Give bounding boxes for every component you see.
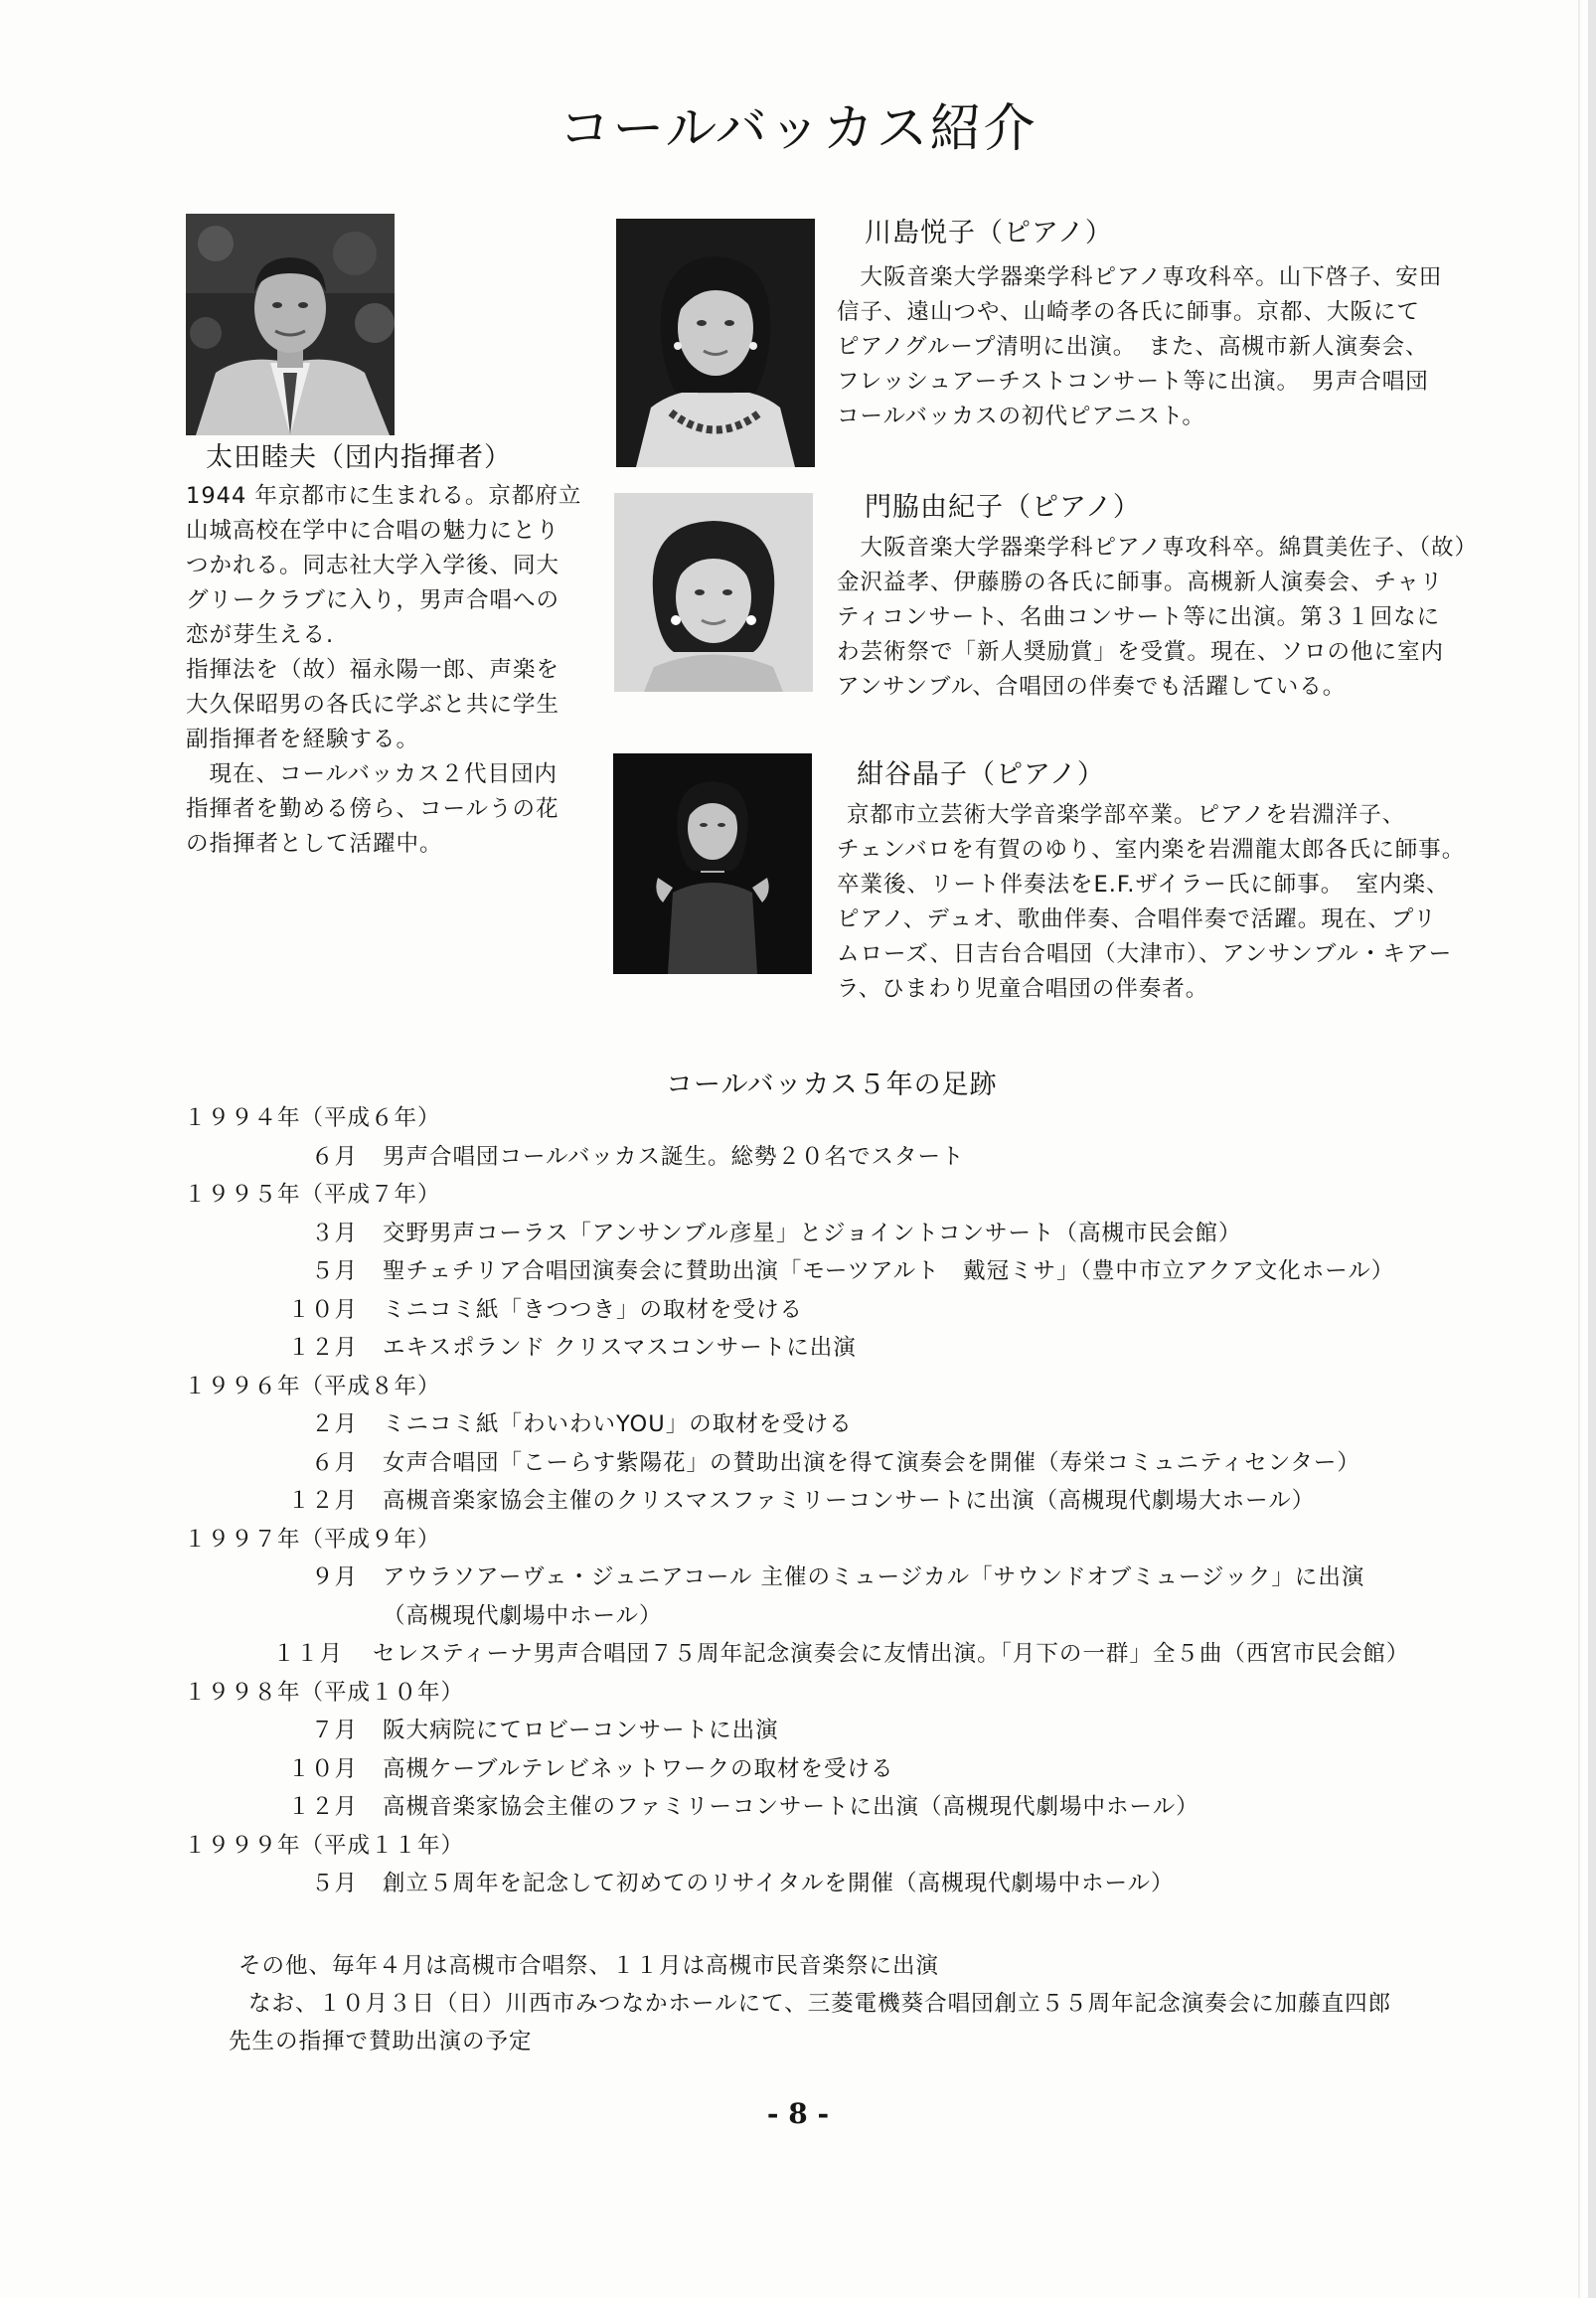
history-year-row: [184, 1827, 1555, 1866]
member-name-kontani: 紺谷晶子（ピアノ）: [857, 759, 1105, 790]
page-edge-line: [1578, 0, 1580, 2298]
member-bio-ota: [186, 479, 581, 862]
bio-line: 金沢益孝、伊藤勝の各氏に師事。高槻新人演奏会、チャリ: [837, 570, 1444, 595]
bio-line: 信子、遠山つや、山崎孝の各氏に師事。京都、大阪にて: [837, 299, 1421, 325]
history-event: 聖チェチリア合唱団演奏会に賛助出演「モーツアルト 戴冠ミサ」（豊中市立アクア文化ホール）: [383, 1258, 1395, 1284]
history-event-row: [184, 1138, 1555, 1177]
history-month: ９月: [310, 1564, 358, 1590]
bio-line: ムローズ、日吉台合唱団（大津市）、アンサンブル・キアー: [837, 941, 1453, 967]
page-number: - 8 -: [766, 2097, 830, 2130]
history-event: エキスポランド クリスマスコンサートに出演: [383, 1335, 857, 1361]
history-month: １１月: [272, 1641, 343, 1667]
history-event: 高槻ケーブルテレビネットワークの取材を受ける: [383, 1755, 894, 1782]
bio-line: ラ、ひまわり児童合唱団の伴奏者。: [837, 976, 1209, 1002]
bio-line: 大久保昭男の各氏に学ぶと共に学生: [186, 692, 560, 718]
history-event: （高槻現代劇場中ホール）: [383, 1602, 663, 1629]
history-event: 阪大病院にてロビーコンサートに出演: [383, 1718, 779, 1743]
history-event-row: [184, 1482, 1555, 1521]
history-year: １９９５年（平成７年）: [184, 1182, 441, 1208]
bio-line: 大阪音楽大学器楽学科ピアノ専攻科卒。綿貫美佐子、（故）: [837, 535, 1478, 561]
history-month: １２月: [287, 1335, 358, 1361]
history-event: 高槻音楽家協会主催のクリスマスファミリーコンサートに出演（高槻現代劇場大ホール）: [383, 1488, 1316, 1514]
photo-ota: [186, 214, 395, 435]
history-month: ７月: [310, 1718, 358, 1743]
history-event-row: [184, 1635, 1555, 1674]
history-event: ミニコミ紙「きつつき」の取材を受ける: [383, 1296, 804, 1323]
history-event-row: [184, 1788, 1555, 1827]
note-line: なお、１０月３日（日）川西市みつなかホールにて、三菱電機葵合唱団創立５５周年記念演奏会に加藤直四郎: [248, 1991, 1392, 2017]
member-bio-kontani: [837, 798, 1466, 1007]
photo-kawashima: [616, 219, 815, 467]
history-year-row: [184, 1674, 1555, 1713]
bio-line: 現在、コールバッカス２代目団内: [186, 761, 558, 787]
bio-line: グリークラブに入り，男声合唱への: [186, 587, 560, 613]
history-year: １９９９年（平成１１年）: [184, 1832, 465, 1859]
history-month: １０月: [287, 1755, 358, 1782]
history-event: 交野男声コーラス「アンサンブル彦星」とジョイントコンサート（高槻市民会館）: [383, 1220, 1242, 1246]
history-event: 女声合唱団「こーらす紫陽花」の賛助出演を得て演奏会を開催（寿栄コミュニティセンター）: [383, 1449, 1360, 1476]
history-month: １２月: [287, 1794, 358, 1820]
member-name-ota: 太田睦夫（団内指揮者）: [206, 442, 512, 473]
bio-line: アンサンブル、合唱団の伴奏でも活躍している。: [837, 674, 1347, 700]
bio-line: ピアノ、デュオ、歌曲伴奏、合唱伴奏で活躍。現在、プリ: [837, 906, 1437, 932]
history-event: 高槻音楽家協会主催のファミリーコンサートに出演（高槻現代劇場中ホール）: [383, 1794, 1199, 1820]
history-event-row: [184, 1215, 1555, 1253]
bio-line: ティコンサート、名曲コンサート等に出演。第３１回なに: [837, 604, 1441, 630]
bio-line: わ芸術祭で「新人奨励賞」を受賞。現在、ソロの他に室内: [837, 639, 1445, 665]
history-month: ２月: [310, 1411, 358, 1437]
notes: [229, 1947, 1392, 2060]
history-event-row: [184, 1252, 1555, 1291]
page-title: コールバッカス紹介: [559, 99, 1037, 159]
bio-line: の指揮者として活躍中。: [186, 831, 443, 857]
bio-line: 恋が芽生える.: [186, 622, 335, 648]
history-month: ３月: [310, 1220, 358, 1246]
bio-line: フレッシュアーチストコンサート等に出演。 男声合唱団: [837, 369, 1429, 395]
history-event-row: [184, 1865, 1555, 1903]
member-bio-kadowaki: [837, 531, 1478, 705]
history-month: ５月: [310, 1258, 358, 1284]
bio-line: 副指揮者を経験する。: [186, 727, 420, 752]
history-title: コールバッカス５年の足跡: [666, 1069, 998, 1100]
history-event: 創立５周年を記念して初めてのリサイタルを開催（高槻現代劇場中ホール）: [383, 1871, 1175, 1896]
page-edge-shadow: [1588, 0, 1596, 2298]
history-year: １９９７年（平成９年）: [184, 1526, 441, 1553]
photo-kadowaki: [614, 493, 813, 692]
bio-line: 京都市立芸術大学音楽学部卒業。ピアノを岩淵洋子、: [847, 802, 1406, 828]
bio-line: 卒業後、リート伴奏法をE.F.ザイラー氏に師事。 室内楽、: [837, 872, 1450, 898]
history-year: １９９６年（平成８年）: [184, 1373, 441, 1399]
history-month: ５月: [310, 1871, 358, 1896]
history-event-row: [184, 1329, 1555, 1368]
history-month: １０月: [287, 1296, 358, 1323]
note-line: 先生の指揮で賛助出演の予定: [229, 2029, 533, 2054]
history-event-row: [184, 1750, 1555, 1789]
bio-line: コールバッカスの初代ピアニスト。: [837, 404, 1205, 429]
history-year-row: [184, 1099, 1555, 1138]
photo-kontani: [613, 753, 812, 974]
note-line: その他、毎年４月は高槻市合唱祭、１１月は高槻市民音楽祭に出演: [239, 1953, 940, 1979]
bio-line: ピアノグループ清明に出演。 また、高槻市新人演奏会、: [837, 334, 1429, 360]
history-year-row: [184, 1176, 1555, 1215]
history-list: [184, 1099, 1555, 1903]
history-event-row: [184, 1597, 1555, 1636]
history-year: １９９４年（平成６年）: [184, 1105, 441, 1131]
history-event: セレスティーナ男声合唱団７５周年記念演奏会に友情出演。「月下の一群」全５曲（西宮市民会館）: [373, 1641, 1410, 1667]
history-event: ミニコミ紙「わいわいYOU」の取材を受ける: [383, 1411, 853, 1437]
bio-line: チェンバロを有賀のゆり、室内楽を岩淵龍太郎各氏に師事。: [837, 837, 1466, 863]
member-name-kadowaki: 門脇由紀子（ピアノ）: [865, 492, 1141, 523]
history-event: アウラソアーヴェ・ジュニアコール 主催のミュージカル「サウンドオブミュージック」に出演: [383, 1564, 1365, 1590]
history-event-row: [184, 1444, 1555, 1483]
history-year-row: [184, 1521, 1555, 1559]
history-event-row: [184, 1712, 1555, 1750]
bio-line: つかれる。同志社大学入学後、同大: [186, 553, 560, 578]
bio-line: 山城高校在学中に合唱の魅力にとり: [186, 518, 560, 544]
bio-line: 大阪音楽大学器楽学科ピアノ専攻科卒。山下啓子、安田: [837, 264, 1443, 290]
history-year: １９９８年（平成１０年）: [184, 1679, 465, 1706]
history-event-row: [184, 1559, 1555, 1597]
bio-line: 指揮法を（故）福永陽一郎、声楽を: [186, 657, 560, 683]
history-year-row: [184, 1368, 1555, 1406]
bio-line: 1944 年京都市に生まれる。京都府立: [186, 483, 582, 509]
history-event-row: [184, 1405, 1555, 1444]
member-bio-kawashima: [837, 260, 1442, 434]
history-month: ６月: [310, 1143, 358, 1170]
history-event: 男声合唱団コールバッカス誕生。総勢２０名でスタート: [383, 1143, 965, 1170]
history-event-row: [184, 1291, 1555, 1330]
bio-line: 指揮者を勤める傍ら、コールうの花: [186, 796, 559, 822]
member-name-kawashima: 川島悦子（ピアノ）: [865, 218, 1113, 248]
history-month: １２月: [287, 1488, 358, 1514]
history-month: ６月: [310, 1449, 358, 1476]
